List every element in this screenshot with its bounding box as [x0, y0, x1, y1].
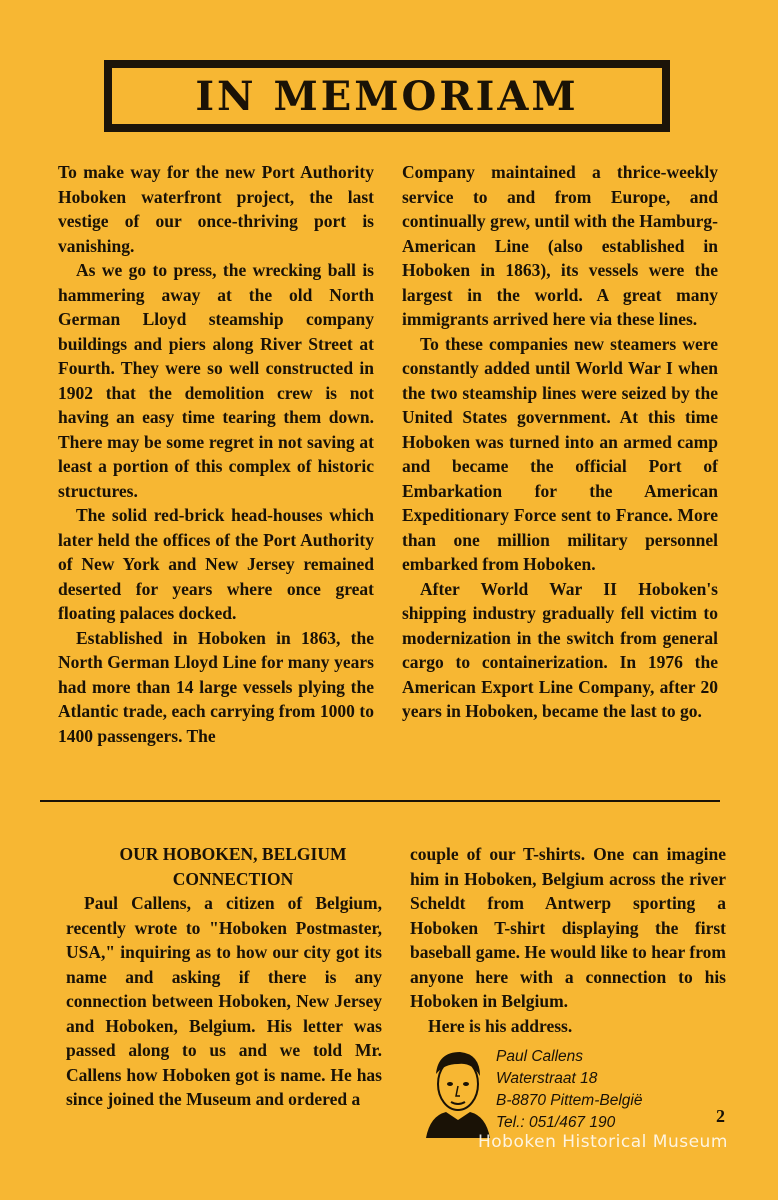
portrait-photo	[420, 1044, 492, 1138]
paragraph: To make way for the new Port Authority Hoboken waterfront project, the last vestige of our once-thriving port is vanishing.	[58, 162, 374, 256]
paragraph: Company maintained a thrice-weekly service to and from Europe, and continually grew, until with the Hamburg-American Line (also established in Hoboken in 1863), its vessels were the largest in the world. A great many immigrants arrived here via these lines.	[402, 162, 718, 329]
article-column-2	[402, 160, 718, 724]
address-city: B-8870 Pittem-België	[496, 1092, 643, 1109]
address-name: Paul Callens	[496, 1048, 584, 1065]
paragraph: Here is his address.	[428, 1015, 573, 1036]
article2-heading-line2: CONNECTION	[172, 868, 294, 889]
paragraph: As we go to press, the wrecking ball is hammering away at the old North German Lloyd steamship company buildings and piers along River Street at Fourth. They were so well constructed in 1902 that the demolition crew is not having an easy time tearing them down. There may be some regret in not saving at least a portion of this complex of historic structures.	[58, 260, 374, 501]
section-divider	[40, 800, 720, 802]
paragraph: couple of our T-shirts. One can imagine him in Hoboken, Belgium across the river Scheldt from Antwerp sporting a Hoboken T-shirt displaying the first baseball game. He would like to hear from anyone here with a connection to his Hoboken in Belgium.	[410, 844, 726, 1011]
paragraph: The solid red-brick head-houses which later held the offices of the Port Authority of New York and New Jersey remained deserted for years where once great floating palaces docked.	[58, 505, 374, 623]
article2-column-1	[66, 842, 382, 1112]
article2-column-2	[410, 842, 726, 1038]
watermark: Hoboken Historical Museum	[478, 1132, 728, 1152]
page-number: 2	[716, 1106, 725, 1126]
address-street: Waterstraat 18	[496, 1070, 598, 1087]
article2-heading-line1: OUR HOBOKEN, BELGIUM	[119, 844, 347, 864]
article-column-1	[58, 160, 374, 748]
address-phone: Tel.: 051/467 190	[496, 1114, 616, 1131]
address-block	[496, 1046, 716, 1134]
page-title: IN MEMORIAM	[112, 68, 662, 124]
paragraph: After World War II Hoboken's shipping industry gradually fell victim to modernization in the switch from general cargo to containerization. In 1976 the American Export Line Company, after 20 years in Hoboken, became the last to go.	[402, 578, 718, 721]
title-banner	[104, 60, 670, 132]
paragraph: Established in Hoboken in 1863, the North German Lloyd Line for many years had more than 14 large vessels plying the Atlantic trade, each carrying from 1000 to 1400 passengers. The	[58, 627, 374, 746]
paragraph: Paul Callens, a citizen of Belgium, recently wrote to "Hoboken Postmaster, USA," inquiring as to how our city got its name and asking if there is any connection between Hoboken, New Jersey and Hoboken, Belgium. His letter was passed along to us and we told Mr. Callens how Hoboken got is name. He has since joined the Museum and ordered a	[66, 893, 382, 1109]
paragraph: To these companies new steamers were constantly added until World War I when the two steamship lines were seized by the United States government. At this time Hoboken was turned into an armed camp and became the official Port of Embarkation for the American Expeditionary Force sent to France. More than one million military personnel embarked from Hoboken.	[402, 333, 718, 574]
